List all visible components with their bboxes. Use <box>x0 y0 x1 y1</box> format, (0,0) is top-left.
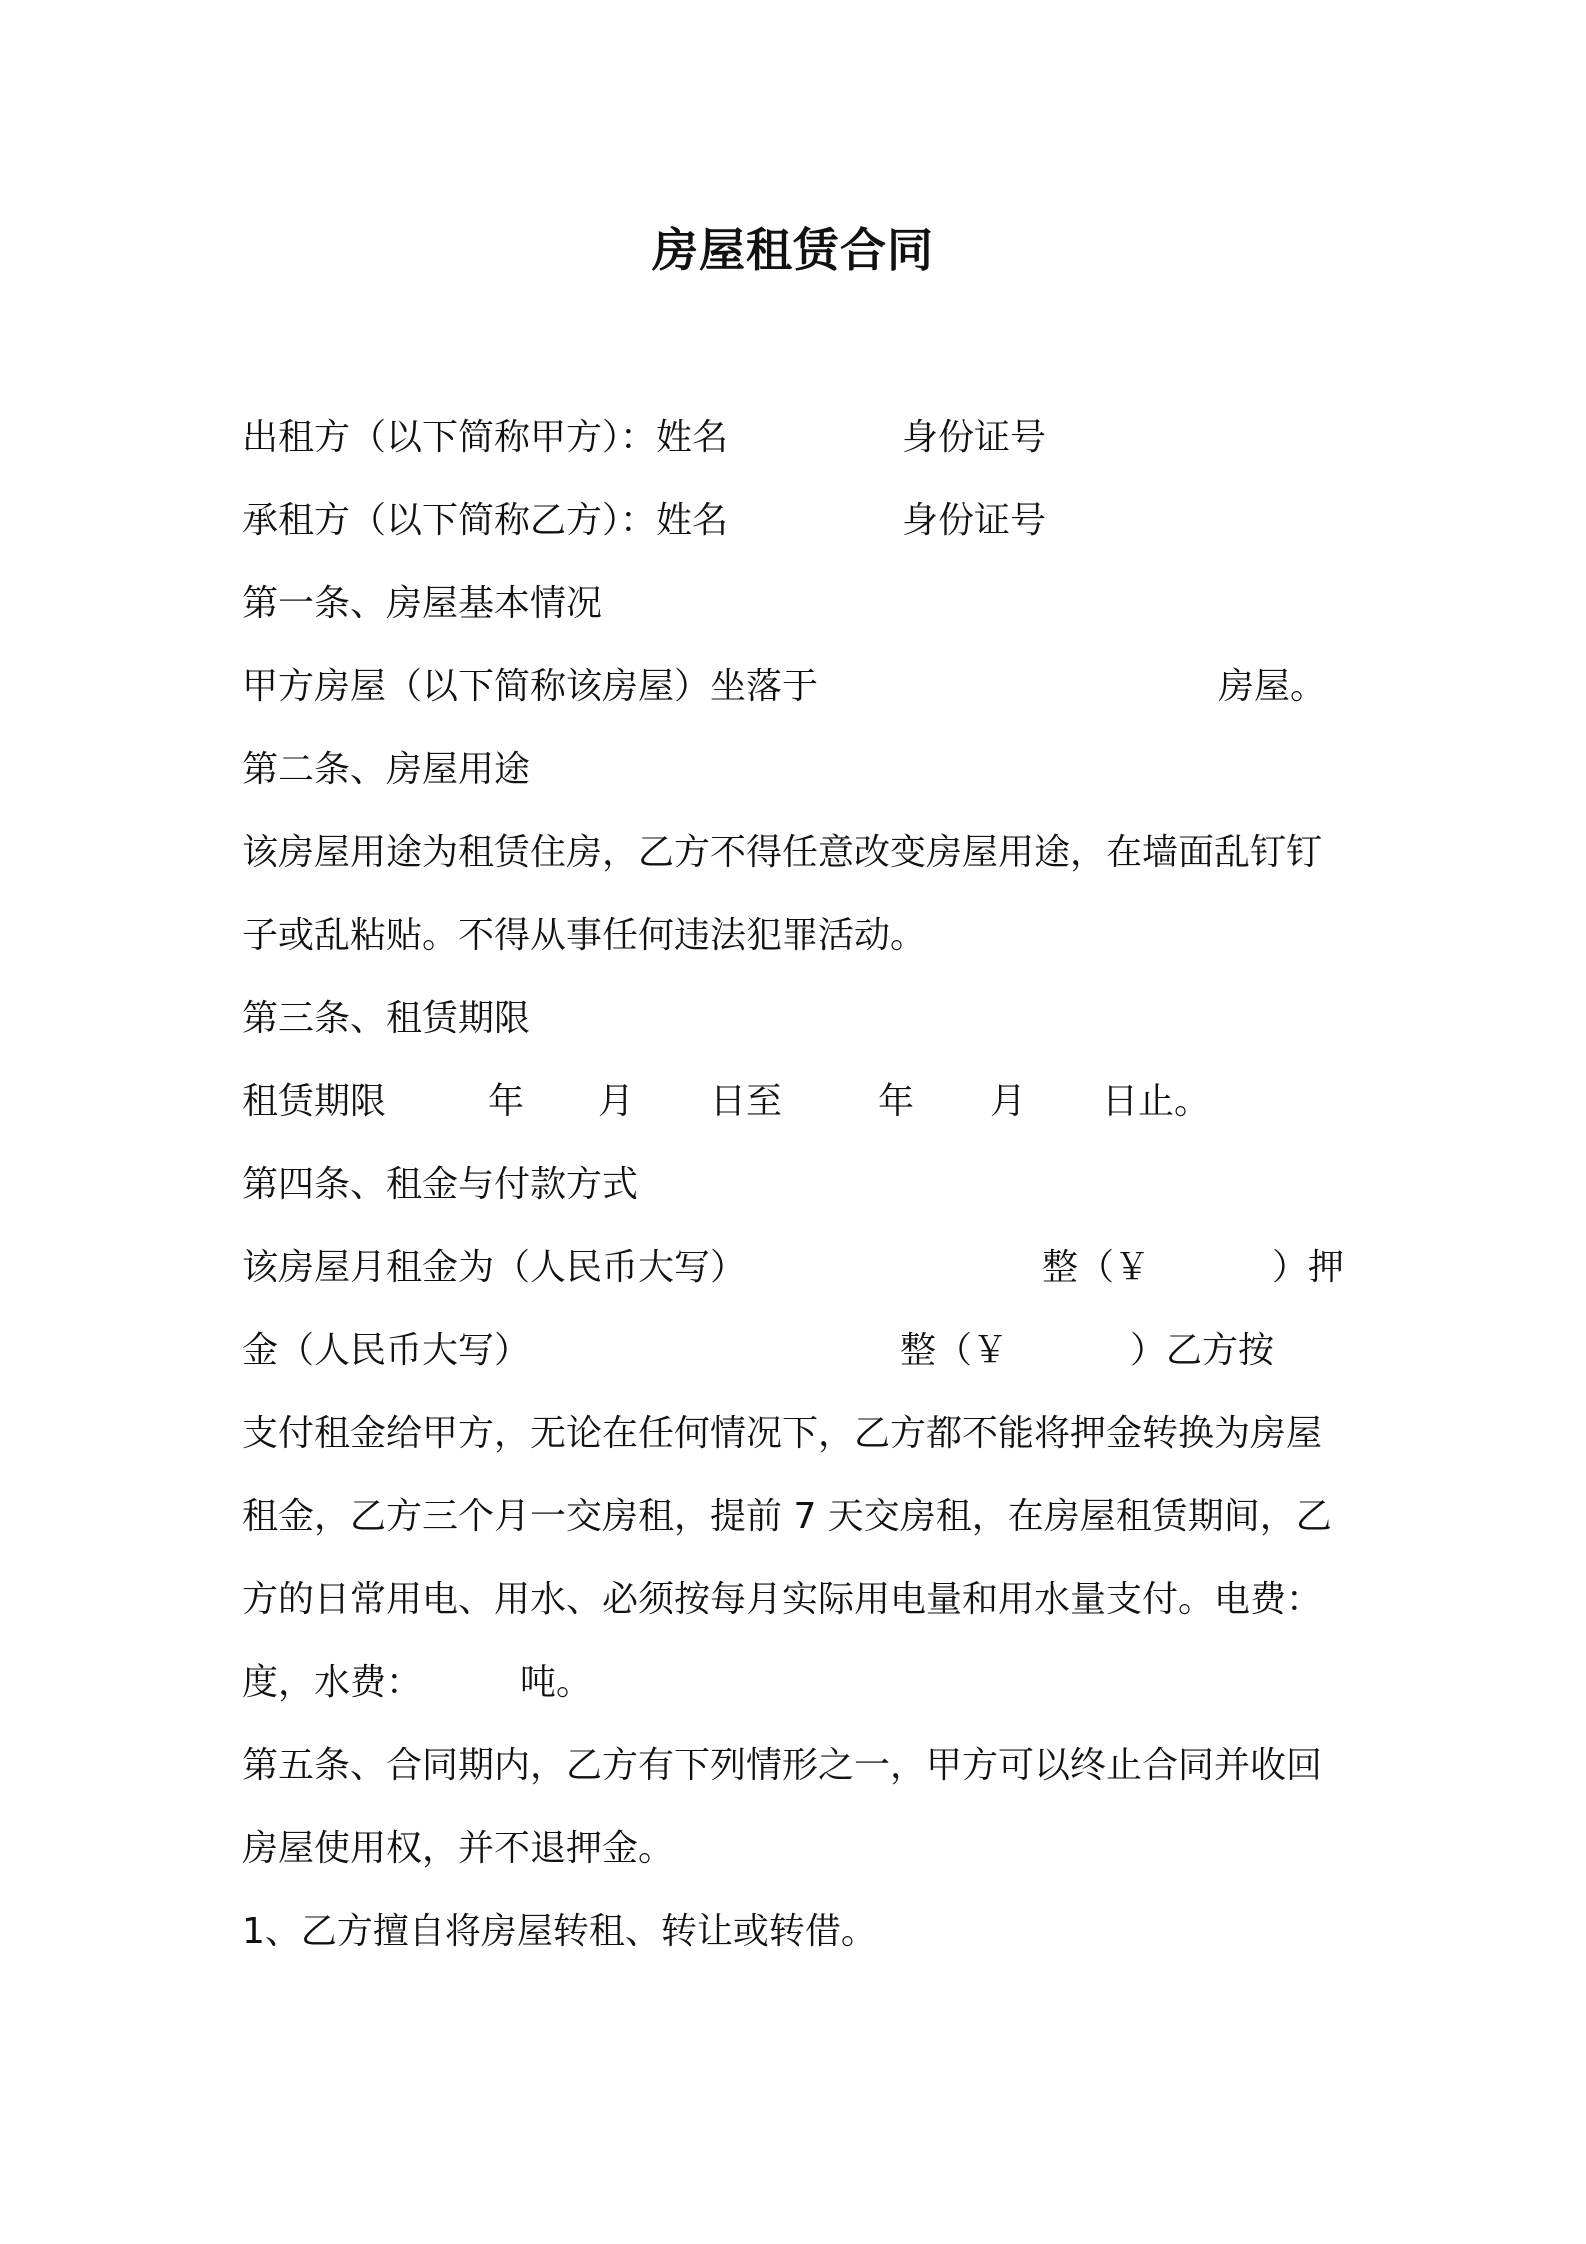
article1-heading <box>242 574 1362 634</box>
lessor-label: 出租方（以下简称甲方）：姓名 <box>242 417 729 458</box>
term-year-start: 年 <box>488 1081 525 1122</box>
article2-heading-text: 第二条、房屋用途 <box>242 749 531 790</box>
article4-line3 <box>242 1404 1362 1464</box>
article4-heading-text: 第四条、租金与付款方式 <box>242 1164 639 1205</box>
article1-heading-text: 第一条、房屋基本情况 <box>242 583 603 624</box>
article5-line2 <box>242 1819 1362 1879</box>
article5-item1 <box>242 1902 1362 1962</box>
term-month-end: 月 <box>990 1081 1027 1122</box>
term-day-start: 日至 <box>710 1081 783 1122</box>
article5-line1-text: 第五条、合同期内，乙方有下列情形之一，甲方可以终止合同并收回 <box>242 1745 1323 1786</box>
deposit-close: ）乙方按 <box>1130 1330 1275 1371</box>
rent-whole: 整（￥ <box>1042 1247 1151 1288</box>
lessor-line <box>242 408 1362 468</box>
article1-text <box>242 657 1362 717</box>
article5-item1-text: 1、乙方擅自将房屋转租、转让或转借。 <box>242 1911 877 1952</box>
rent-close: ）押 <box>1272 1247 1345 1288</box>
article3-heading <box>242 989 1362 1049</box>
article5-line1 <box>242 1736 1362 1796</box>
article3-term-line <box>242 1072 1362 1132</box>
article1-text-end: 房屋。 <box>1218 666 1327 707</box>
term-year-end: 年 <box>878 1081 915 1122</box>
article4-line4-text: 租金，乙方三个月一交房租，提前 7 天交房租，在房屋租赁期间，乙 <box>242 1496 1332 1537</box>
article4-line4 <box>242 1487 1362 1547</box>
electricity-water-label: 度，水费： <box>242 1662 423 1703</box>
term-label: 租赁期限 <box>242 1081 387 1122</box>
article4-rent-line <box>242 1238 1362 1298</box>
lessor-id-label: 身份证号 <box>902 417 1047 458</box>
article2-line2-text: 子或乱粘贴。不得从事任何违法犯罪活动。 <box>242 915 927 956</box>
article2-line1 <box>242 823 1362 883</box>
article5-line2-text: 房屋使用权，并不退押金。 <box>242 1828 675 1869</box>
article4-line6 <box>242 1653 1362 1713</box>
article2-heading <box>242 740 1362 800</box>
deposit-label: 金（人民币大写） <box>242 1330 531 1371</box>
deposit-whole: 整（￥ <box>900 1330 1009 1371</box>
document-title: 房屋租赁合同 <box>652 223 934 277</box>
article4-line3-text: 支付租金给甲方，无论在任何情况下，乙方都不能将押金转换为房屋 <box>242 1413 1323 1454</box>
article1-text-start: 甲方房屋（以下简称该房屋）坐落于 <box>242 666 819 707</box>
article4-heading <box>242 1155 1362 1215</box>
water-unit: 吨。 <box>520 1662 593 1703</box>
term-month-start: 月 <box>598 1081 635 1122</box>
article2-line1-text: 该房屋用途为租赁住房，乙方不得任意改变房屋用途，在墙面乱钉钉 <box>242 832 1323 873</box>
lessee-id-label: 身份证号 <box>902 500 1047 541</box>
term-day-end: 日止。 <box>1102 1081 1211 1122</box>
article2-line2 <box>242 906 1362 966</box>
rent-label: 该房屋月租金为（人民币大写） <box>242 1247 747 1288</box>
article4-line5 <box>242 1570 1362 1630</box>
article4-line5-text: 方的日常用电、用水、必须按每月实际用电量和用水量支付。电费： <box>242 1579 1323 1620</box>
article4-deposit-line <box>242 1321 1362 1381</box>
article3-heading-text: 第三条、租赁期限 <box>242 998 531 1039</box>
lessee-line <box>242 491 1362 551</box>
lessee-label: 承租方（以下简称乙方）：姓名 <box>242 500 729 541</box>
